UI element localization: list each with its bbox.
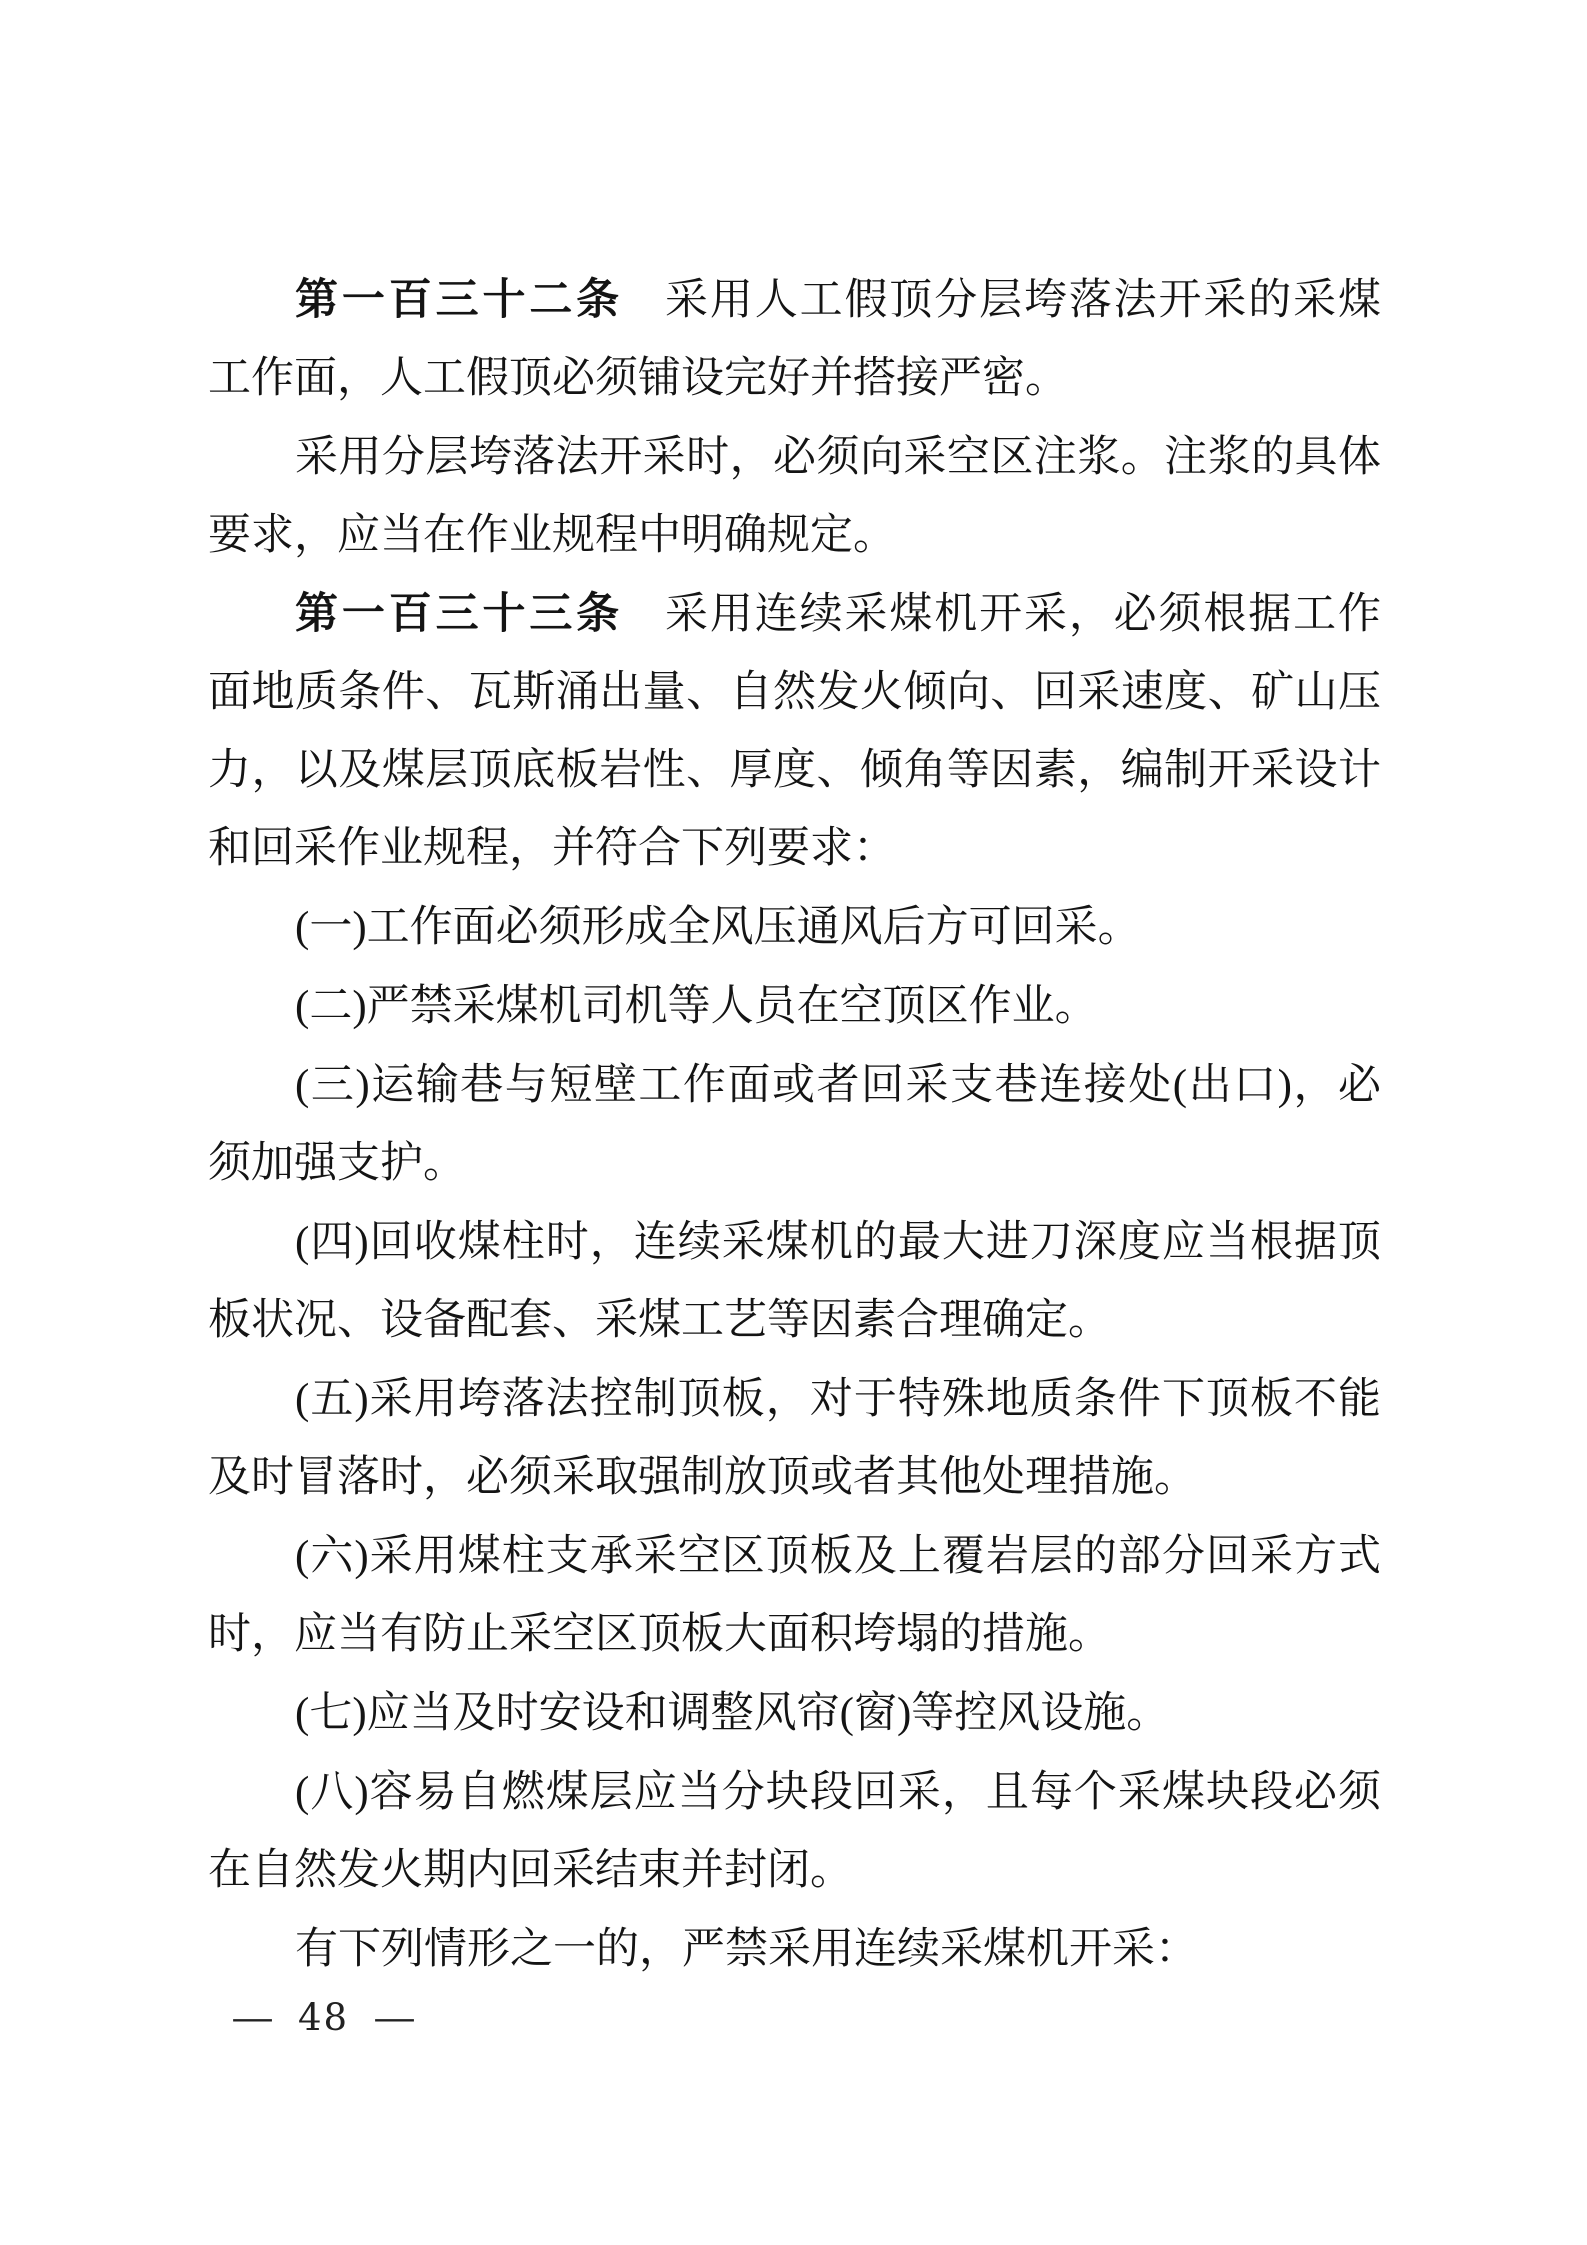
page-number: 48 <box>298 1995 350 2039</box>
paragraph-text: (五)采用垮落法控制顶板，对于特殊地质条件下顶板不能及时冒落时，必须采取强制放顶或者其他处理措施。 <box>208 1376 1381 1501</box>
paragraph-item-5 <box>208 1360 1381 1517</box>
paragraph-item-8 <box>208 1753 1381 1910</box>
paragraph-text: (一)工作面必须形成全风压通风后方可回采。 <box>295 904 1141 951</box>
paragraph-article-132 <box>208 261 1381 418</box>
footer-left-dash: — <box>231 1995 274 2039</box>
article-132-number: 第一百三十二条 <box>295 276 624 324</box>
paragraph-item-3 <box>208 1046 1381 1203</box>
paragraph-text: (七)应当及时安设和调整风帘(窗)等控风设施。 <box>295 1690 1170 1737</box>
paragraph-closing <box>208 1910 1381 1989</box>
paragraph <box>208 418 1381 575</box>
paragraph-item-7 <box>208 1674 1381 1753</box>
paragraph-item-2 <box>208 967 1381 1046</box>
paragraph-text: 采用连续采煤机开采，必须根据工作面地质条件、瓦斯涌出量、自然发火倾向、回采速度、矿山压力，以及煤层顶底板岩性、厚度、倾角等因素，编制开采设计和回采作业规程，并符合下列要求： <box>208 591 1382 872</box>
paragraph-text: (六)采用煤柱支承采空区顶板及上覆岩层的部分回采方式时，应当有防止采空区顶板大面积垮塌的措施。 <box>208 1533 1381 1658</box>
paragraph-text: 有下列情形之一的，严禁采用连续采煤机开采： <box>295 1926 1198 1973</box>
paragraph-item-4 <box>208 1203 1381 1360</box>
paragraph-text: (八)容易自燃煤层应当分块段回采，且每个采煤块段必须在自然发火期内回采结束并封闭。 <box>208 1769 1381 1894</box>
article-133-number: 第一百三十三条 <box>295 590 624 638</box>
paragraph-text: 采用人工假顶分层垮落法开采的采煤工作面，人工假顶必须铺设完好并搭接严密。 <box>208 277 1382 402</box>
paragraph-item-1 <box>208 888 1381 967</box>
paragraph-text: (二)严禁采煤机司机等人员在空顶区作业。 <box>295 983 1098 1030</box>
page-body-text <box>208 261 1381 1989</box>
paragraph-article-133 <box>208 575 1381 888</box>
page-footer <box>231 1993 416 2041</box>
footer-right-dash: — <box>373 1995 416 2039</box>
paragraph-text: 采用分层垮落法开采时，必须向采空区注浆。注浆的具体要求，应当在作业规程中明确规定。 <box>208 434 1381 559</box>
paragraph-text: (三)运输巷与短壁工作面或者回采支巷连接处(出口)，必须加强支护。 <box>208 1062 1381 1187</box>
paragraph-item-6 <box>208 1517 1381 1674</box>
paragraph-text: (四)回收煤柱时，连续采煤机的最大进刀深度应当根据顶板状况、设备配套、采煤工艺等因素合理确定。 <box>208 1219 1381 1344</box>
